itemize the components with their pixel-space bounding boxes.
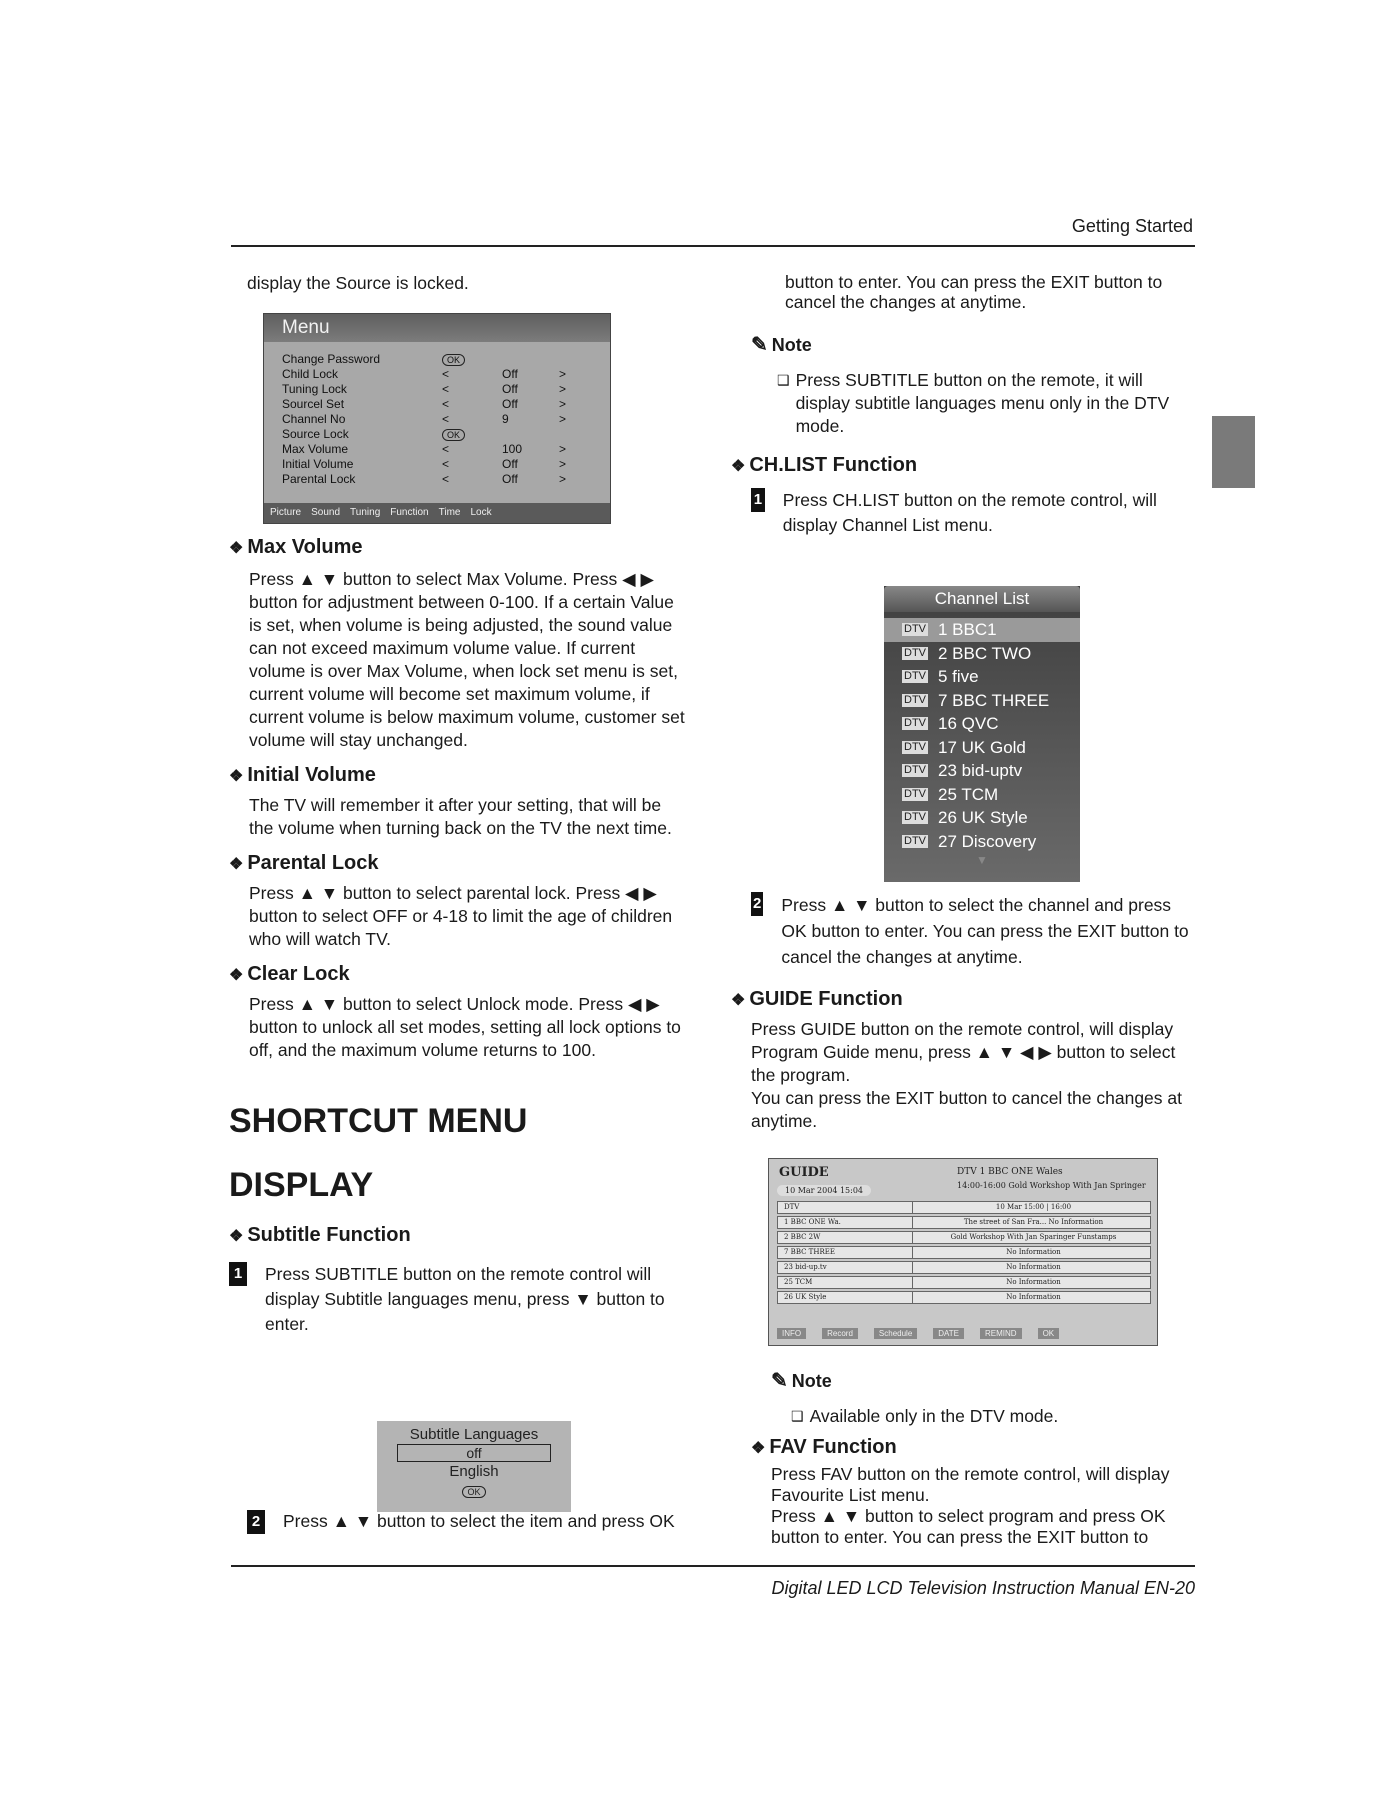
note-2-text: Available only in the DTV mode. <box>809 1406 1059 1426</box>
step-number: 2 <box>751 892 763 916</box>
channel-name: 23 bid-uptv <box>938 761 1023 780</box>
chapter-tab <box>1212 416 1255 488</box>
guide-row <box>777 1216 1151 1229</box>
channel-item <box>884 806 1080 830</box>
channel-item <box>884 665 1080 689</box>
guide-program-cell: No Information <box>1006 1293 1061 1301</box>
menu-row <box>282 412 572 427</box>
subtitle-languages-screenshot <box>377 1421 571 1512</box>
guide-program-cell: Gold Workshop With Jan Sparinger Funstamps <box>950 1233 1117 1241</box>
menu-bar-item: Time <box>438 507 461 518</box>
menu-row-label: Change Password <box>282 352 381 366</box>
guide-body-2: You can press the EXIT button to cancel the changes at anytime. <box>751 1088 1182 1131</box>
menu-bar-item: Function <box>390 507 429 518</box>
channel-name: 25 TCM <box>938 784 999 804</box>
left-intro: display the Source is locked. <box>247 273 469 293</box>
menu-bar-item: Lock <box>470 507 492 518</box>
menu-row-value: 100 <box>502 442 523 456</box>
left-arrow-icon: < <box>442 457 450 471</box>
dtv-badge: DTV <box>904 787 926 800</box>
right-intro-block <box>731 272 1195 538</box>
guide-row <box>777 1246 1151 1259</box>
subtitle-heading: ❖ Subtitle Function <box>229 1224 411 1246</box>
guide-program-cell: No Information <box>1006 1263 1061 1271</box>
menu-row <box>282 457 572 472</box>
menu-row-label: Source Lock <box>282 427 349 441</box>
dtv-badge: DTV <box>904 811 926 823</box>
parental-lock-heading: ❖ Parental Lock <box>229 852 379 874</box>
channel-name: 2 BBC TWO <box>938 643 1032 663</box>
menu-row <box>282 367 572 382</box>
lock-menu-screenshot <box>263 313 611 524</box>
guide-time: 14:00-16:00 Gold Workshop With Jan Springer <box>957 1181 1146 1190</box>
note-2-heading: ✎ Note <box>771 1370 832 1392</box>
menu-row <box>282 352 572 367</box>
channel-name: 17 UK Gold <box>938 737 1026 757</box>
guide-bar-button: DATE <box>933 1328 964 1339</box>
left-arrow-icon: < <box>442 412 450 426</box>
menu-row-value: Off <box>502 367 518 381</box>
menu-row-label: Channel No <box>282 412 346 426</box>
sub-title: Subtitle Languages <box>409 1426 539 1443</box>
menu-row-label: Child Lock <box>282 367 339 381</box>
menu-bar-item: Tuning <box>350 507 381 518</box>
right-arrow-icon: > <box>559 367 567 381</box>
guide-channel: DTV 1 BBC ONE Wales <box>957 1167 1063 1177</box>
running-footer: Digital LED LCD Television Instruction Manual EN-20 <box>771 1578 1195 1598</box>
guide-channel-cell: 26 UK Style <box>778 1292 913 1303</box>
guide-bar <box>777 1328 1151 1339</box>
clear-lock-body: Press ▲ ▼ button to select Unlock mode. Press ◀ ▶ button to unlock all set modes, setting all lock options to off, and the maximum volume returns to 100. <box>249 994 681 1060</box>
sub-english-option: English <box>449 1463 499 1480</box>
channel-name: 27 Discovery <box>938 831 1037 851</box>
subtitle-step-2 <box>247 1510 687 1534</box>
right-arrow-icon: > <box>559 442 567 456</box>
channel-name: 7 BBC THREE <box>938 690 1050 710</box>
dtv-badge: DTV <box>904 693 926 706</box>
dtv-badge: DTV <box>904 764 926 776</box>
guide-bar-button: OK <box>1038 1328 1060 1339</box>
guide-row <box>777 1291 1151 1304</box>
dtv-badge: DTV <box>904 740 926 753</box>
right-arrow-icon: > <box>559 412 567 426</box>
running-header: Getting Started <box>1071 216 1193 236</box>
note-1-text: Press SUBTITLE button on the remote, it will display subtitle languages menu only in the DTV mode. <box>795 370 1170 436</box>
fav-body-2: Press ▲ ▼ button to select program and press OK button to enter. You can press the EXIT button to <box>771 1506 1166 1547</box>
channel-name: 16 QVC <box>938 714 999 733</box>
guide-grid <box>777 1201 1151 1306</box>
top-rule <box>231 245 1195 247</box>
pencil-icon: ✎ <box>771 1370 788 1392</box>
initial-volume-heading: ❖ Initial Volume <box>229 764 376 786</box>
guide-row <box>777 1201 1151 1214</box>
checkbox-bullet-icon: ❑ <box>791 1408 804 1424</box>
right-arrow-icon: > <box>559 457 567 471</box>
channel-item <box>884 830 1080 854</box>
channel-items <box>884 612 1080 853</box>
menu-row-value: Off <box>502 472 518 486</box>
step-number: 1 <box>751 488 765 512</box>
guide-date: 10 Mar 2004 15:04 <box>777 1185 871 1196</box>
right-sections <box>731 892 1195 1133</box>
guide-row <box>777 1261 1151 1274</box>
menu-row-value: Off <box>502 397 518 411</box>
left-arrow-icon: < <box>442 472 450 486</box>
menu-row-value: 9 <box>502 412 509 426</box>
note-1-item <box>777 369 1195 438</box>
menu-row <box>282 442 572 457</box>
left-sections <box>229 536 689 1337</box>
dtv-badge: DTV <box>904 834 926 847</box>
channel-item <box>884 712 1080 736</box>
guide-heading: ❖ GUIDE Function <box>731 988 903 1010</box>
parental-lock-body: Press ▲ ▼ button to select parental lock. Press ◀ ▶ button to select OFF or 4-18 to limit the age of children who will watch TV. <box>249 883 673 949</box>
dtv-badge: DTV <box>904 646 926 659</box>
fav-heading: ❖ FAV Function <box>751 1436 897 1458</box>
right-arrow-icon: > <box>559 472 567 486</box>
chlist-step-1-text: Press CH.LIST button on the remote control, will display Channel List menu. <box>782 490 1157 535</box>
initial-volume-body: The TV will remember it after your setting, that will be the volume when turning back on the TV the next time. <box>249 795 672 838</box>
menu-row <box>282 397 572 412</box>
menu-title: Menu <box>264 314 610 342</box>
shortcut-heading-2: DISPLAY <box>229 1166 374 1204</box>
guide-channel-cell: 25 TCM <box>778 1277 913 1288</box>
dtv-badge: DTV <box>904 717 926 729</box>
left-arrow-icon: < <box>442 442 450 456</box>
menu-row <box>282 472 572 487</box>
pencil-icon: ✎ <box>751 334 768 356</box>
bottom-rule <box>231 1565 1195 1567</box>
guide-channel-cell: 23 bid-up.tv <box>778 1262 913 1273</box>
subtitle-step-1 <box>229 1262 689 1337</box>
checkbox-bullet-icon: ❑ <box>777 372 790 388</box>
menu-row-label: Sourcel Set <box>282 397 345 411</box>
left-arrow-icon: < <box>442 397 450 411</box>
right-bottom-block <box>751 1370 1195 1548</box>
channel-item <box>884 689 1080 713</box>
menu-bar <box>264 503 610 523</box>
channel-name: 26 UK Style <box>938 808 1028 827</box>
sub-off-option: off <box>397 1444 551 1462</box>
menu-row-label: Initial Volume <box>282 457 354 471</box>
guide-bar-button: Record <box>822 1328 858 1339</box>
step-number: 1 <box>229 1262 247 1286</box>
menu-row-label: Max Volume <box>282 442 349 456</box>
ok-icon: OK <box>442 352 465 367</box>
menu-bar-item: Picture <box>270 507 302 518</box>
guide-body: Press GUIDE button on the remote control, will display Program Guide menu, press ▲ ▼ ◀ ▶ button to select the program. <box>751 1019 1176 1085</box>
guide-row <box>777 1276 1151 1289</box>
guide-program-cell: No Information <box>1006 1248 1061 1256</box>
chlist-step-2 <box>751 892 1195 970</box>
channel-list-title: Channel List <box>884 586 1080 612</box>
note-1-heading: ✎ Note <box>751 334 812 356</box>
guide-bar-button: Schedule <box>874 1328 917 1339</box>
dtv-badge: DTV <box>904 670 926 682</box>
right-arrow-icon: > <box>559 397 567 411</box>
channel-item <box>884 618 1080 642</box>
guide-channel-cell: 2 BBC 2W <box>778 1232 913 1243</box>
shortcut-heading-1: SHORTCUT MENU <box>229 1102 528 1140</box>
right-arrow-icon: > <box>559 382 567 396</box>
clear-lock-heading: ❖ Clear Lock <box>229 963 350 985</box>
guide-bar-button: INFO <box>777 1328 806 1339</box>
channel-item <box>884 783 1080 807</box>
channel-name: 1 BBC1 <box>938 620 997 639</box>
guide-program-cell: No Information <box>1006 1278 1061 1286</box>
guide-channel-cell: DTV <box>778 1202 913 1213</box>
subtitle-step-1-text: Press SUBTITLE button on the remote control will display Subtitle languages menu, press ▼ button to enter. <box>265 1264 665 1334</box>
left-arrow-icon: < <box>442 367 450 381</box>
left-arrow-icon: < <box>442 382 450 396</box>
channel-item <box>884 736 1080 760</box>
guide-program-cell: The street of San Fra... No Information <box>963 1218 1104 1226</box>
right-intro: button to enter. You can press the EXIT button to cancel the changes at anytime. <box>785 272 1163 312</box>
guide-channel-cell: 7 BBC THREE <box>778 1247 913 1258</box>
menu-row <box>282 382 572 397</box>
menu-row-value: Off <box>502 457 518 471</box>
guide-program-cell: 10 Mar 15:00 | 16:00 <box>995 1203 1072 1211</box>
channel-item <box>884 759 1080 783</box>
max-volume-heading: ❖ Max Volume <box>229 536 363 558</box>
fav-body: Press FAV button on the remote control, will display Favourite List menu. <box>771 1464 1170 1505</box>
channel-item <box>884 642 1080 666</box>
left-column <box>247 272 687 295</box>
menu-bar-item: Sound <box>311 507 341 518</box>
guide-row <box>777 1231 1151 1244</box>
ok-icon: OK <box>442 427 465 442</box>
menu-row-label: Parental Lock <box>282 472 356 486</box>
menu-rows <box>282 352 572 487</box>
menu-row-label: Tuning Lock <box>282 382 347 396</box>
dtv-badge: DTV <box>904 623 926 635</box>
chlist-step-1 <box>751 488 1195 538</box>
chlist-step-2-text: Press ▲ ▼ button to select the channel and press OK button to enter. You can press the EXIT button to cancel the changes at anytime. <box>781 895 1189 967</box>
scroll-down-icon: ▼ <box>976 853 988 867</box>
program-guide-screenshot <box>768 1158 1158 1346</box>
chlist-heading: ❖ CH.LIST Function <box>731 454 918 476</box>
channel-list-screenshot <box>884 586 1080 882</box>
guide-title: GUIDE <box>779 1165 829 1180</box>
menu-row <box>282 427 572 442</box>
guide-channel-cell: 1 BBC ONE Wa. <box>778 1217 913 1228</box>
sub-ok-icon: OK <box>462 1486 485 1498</box>
guide-bar-button: REMIND <box>980 1328 1022 1339</box>
menu-row-value: Off <box>502 382 518 396</box>
channel-name: 5 five <box>938 667 979 686</box>
subtitle-step-2-text: Press ▲ ▼ button to select the item and press OK <box>283 1511 675 1531</box>
note-2-item <box>791 1405 1195 1428</box>
max-volume-body: Press ▲ ▼ button to select Max Volume. Press ◀ ▶ button for adjustment between 0-100. If a certain Value is set, when volume is being adjusted, the sound value can not exceed maximum volume value. If current volume is over Max Volume, when lock set menu is set, current volume will become set maximum volume, if current volume is below maximum volume, customer set volume will stay unchanged. <box>249 569 685 750</box>
step-number: 2 <box>247 1510 265 1534</box>
